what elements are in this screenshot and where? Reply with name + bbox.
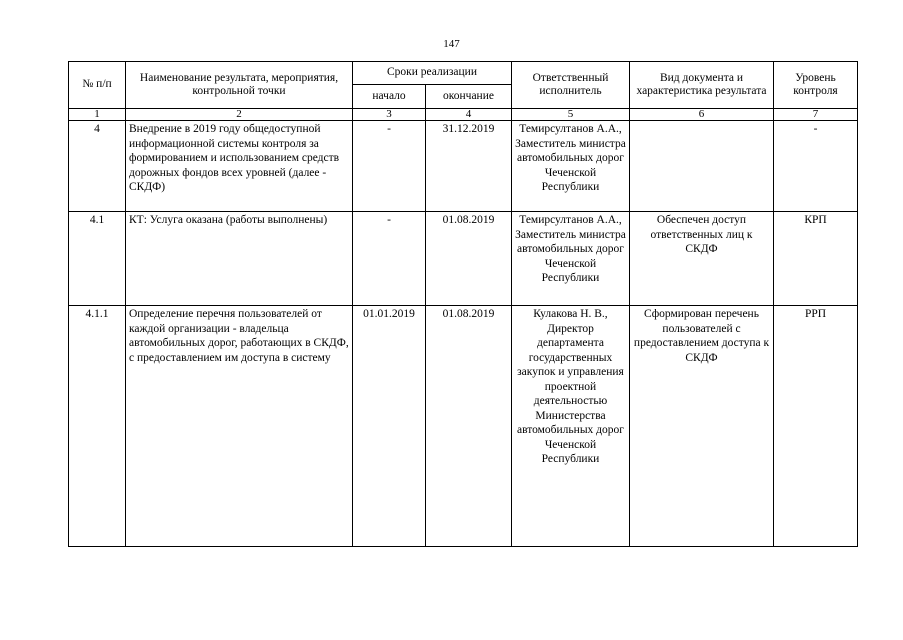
row-name: КТ: Услуга оказана (работы выполнены)	[126, 212, 353, 306]
row-end: 01.08.2019	[426, 306, 512, 547]
row-doc	[630, 121, 774, 212]
column-number: 1	[69, 109, 126, 121]
table-row	[69, 212, 858, 306]
row-end: 31.12.2019	[426, 121, 512, 212]
row-doc: Сформирован перечень пользователей с предоставлением доступа к СКДФ	[630, 306, 774, 547]
implementation-plan-table	[68, 61, 858, 547]
header-col-num: № п/п	[69, 62, 126, 109]
row-start: -	[353, 121, 426, 212]
row-name: Определение перечня пользователей от каждой организации - владельца автомобильных дорог, работающих в СКДФ, с предоставлением им доступа в систему	[126, 306, 353, 547]
page-number: 147	[443, 38, 460, 50]
row-num: 4.1.1	[69, 306, 126, 547]
header-col-end: окончание	[426, 85, 512, 109]
column-number-row	[69, 109, 858, 121]
header-col-start: начало	[353, 85, 426, 109]
header-col-level: Уровень контроля	[774, 62, 858, 109]
row-level: -	[774, 121, 858, 212]
header-col-name: Наименование результата, мероприятия, контрольной точки	[126, 62, 353, 109]
column-number: 4	[426, 109, 512, 121]
column-number: 2	[126, 109, 353, 121]
column-number: 3	[353, 109, 426, 121]
column-number: 7	[774, 109, 858, 121]
header-row	[69, 62, 858, 85]
row-responsible: Кулакова Н. В., Директор департамента государственных закупок и управления проектной деятельностью Министерства автомобильных дорог Чеченской Республики	[512, 306, 630, 547]
table-row	[69, 121, 858, 212]
row-responsible: Темирсултанов А.А., Заместитель министра автомобильных дорог Чеченской Республики	[512, 121, 630, 212]
row-start: -	[353, 212, 426, 306]
row-end: 01.08.2019	[426, 212, 512, 306]
column-number: 6	[630, 109, 774, 121]
row-responsible: Темирсултанов А.А., Заместитель министра автомобильных дорог Чеченской Республики	[512, 212, 630, 306]
row-start: 01.01.2019	[353, 306, 426, 547]
row-num: 4	[69, 121, 126, 212]
row-num: 4.1	[69, 212, 126, 306]
header-col-doc: Вид документа и характеристика результата	[630, 62, 774, 109]
header-col-responsible: Ответственный исполнитель	[512, 62, 630, 109]
row-level: КРП	[774, 212, 858, 306]
header-col-terms: Сроки реализации	[353, 62, 512, 85]
row-name: Внедрение в 2019 году общедоступной информационной системы контроля за формированием и использованием средств дорожных фондов всех уровней (далее - СКДФ)	[126, 121, 353, 212]
table-row	[69, 306, 858, 547]
row-doc: Обеспечен доступ ответственных лиц к СКДФ	[630, 212, 774, 306]
column-number: 5	[512, 109, 630, 121]
row-level: РРП	[774, 306, 858, 547]
